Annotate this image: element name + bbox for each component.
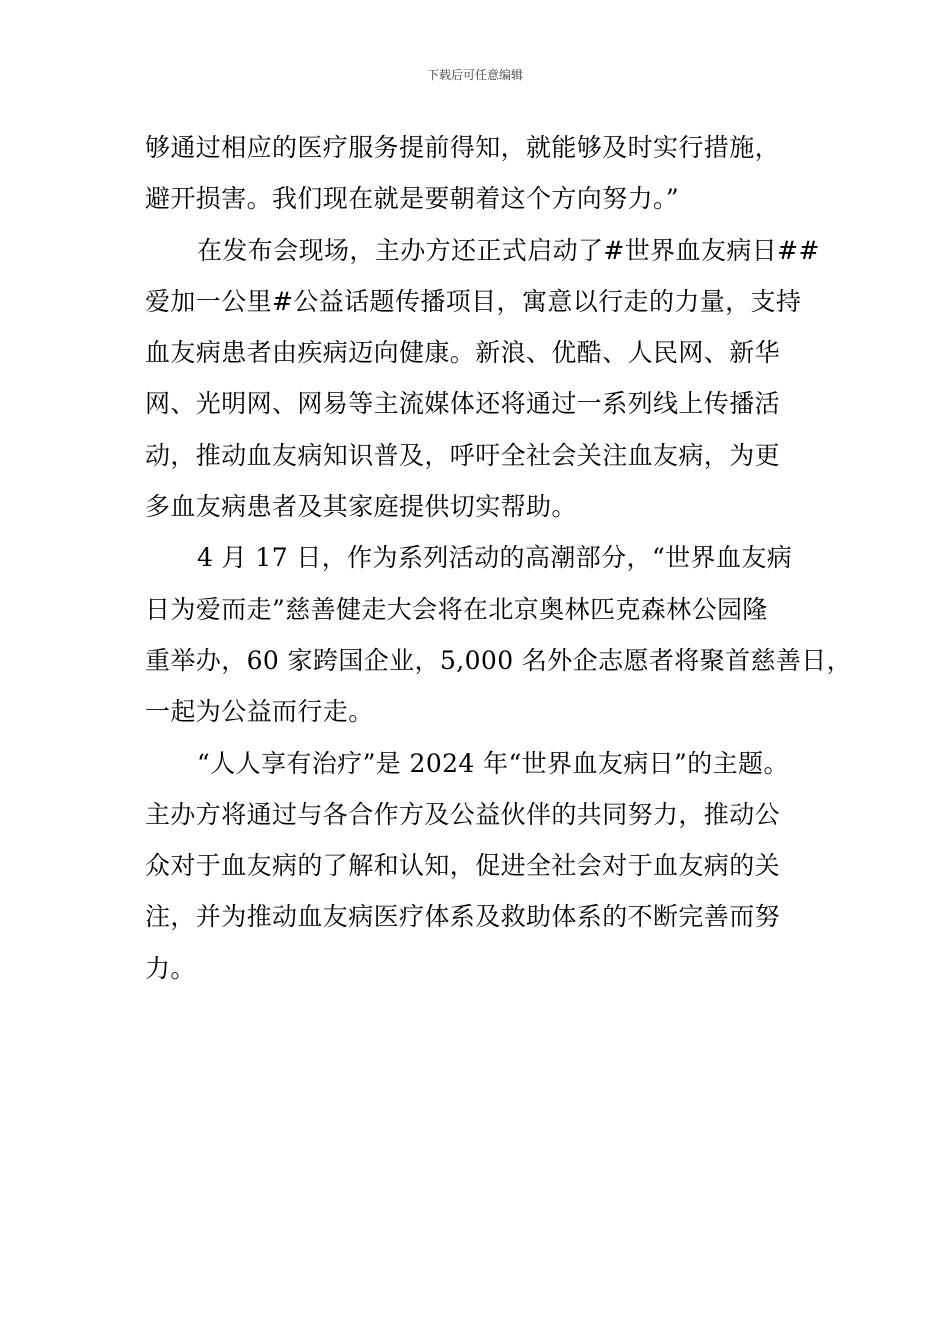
- text-line: 4 月 17 日，作为系列活动的高潮部分，“世界血友病: [197, 543, 793, 573]
- page-header: 下载后可任意编辑: [426, 68, 523, 82]
- text-line: 一起为公益而行走。: [145, 697, 374, 727]
- text-line: 动，推动血友病知识普及，呼吁全社会关注血友病，为更: [145, 440, 781, 470]
- text-line: “人人享有治疗”是 2024 年“世界血友病日”的主题。: [197, 748, 789, 778]
- text-line: 爱加一公里#公益话题传播项目，寓意以行走的力量，支持: [145, 286, 802, 316]
- text-line: 众对于血友病的了解和认知，促进全社会对于血友病的关: [145, 851, 781, 881]
- text-line: 力。: [145, 953, 196, 983]
- text-line: 多血友病患者及其家庭提供切实帮助。: [145, 492, 577, 522]
- paragraph: [145, 122, 835, 225]
- text-line: 够通过相应的医疗服务提前得知，就能够及时实行措施，: [145, 133, 781, 162]
- text-line: 网、光明网、网易等主流媒体还将通过一系列线上传播活: [145, 389, 781, 419]
- paragraph: [145, 225, 835, 533]
- text-line: 日为爱而走”慈善健走大会将在北京奥林匹克森林公园隆: [145, 594, 768, 624]
- paragraph: [145, 532, 853, 737]
- text-line: 主办方将通过与各合作方及公益伙伴的共同努力，推动公: [145, 799, 781, 829]
- document-body: [145, 122, 853, 994]
- text-line: 注，并为推动血友病医疗体系及救助体系的不断完善而努: [145, 902, 781, 932]
- text-line: 重举办，60 家跨国企业，5,000 名外企志愿者将聚首慈善日，: [145, 645, 853, 675]
- text-line: 血友病患者由疾病迈向健康。新浪、优酷、人民网、新华: [145, 338, 781, 368]
- text-line: 避开损害。我们现在就是要朝着这个方向努力。”: [145, 184, 680, 214]
- text-line: 在发布会现场，主办方还正式启动了#世界血友病日##: [197, 235, 820, 265]
- paragraph: [145, 738, 835, 994]
